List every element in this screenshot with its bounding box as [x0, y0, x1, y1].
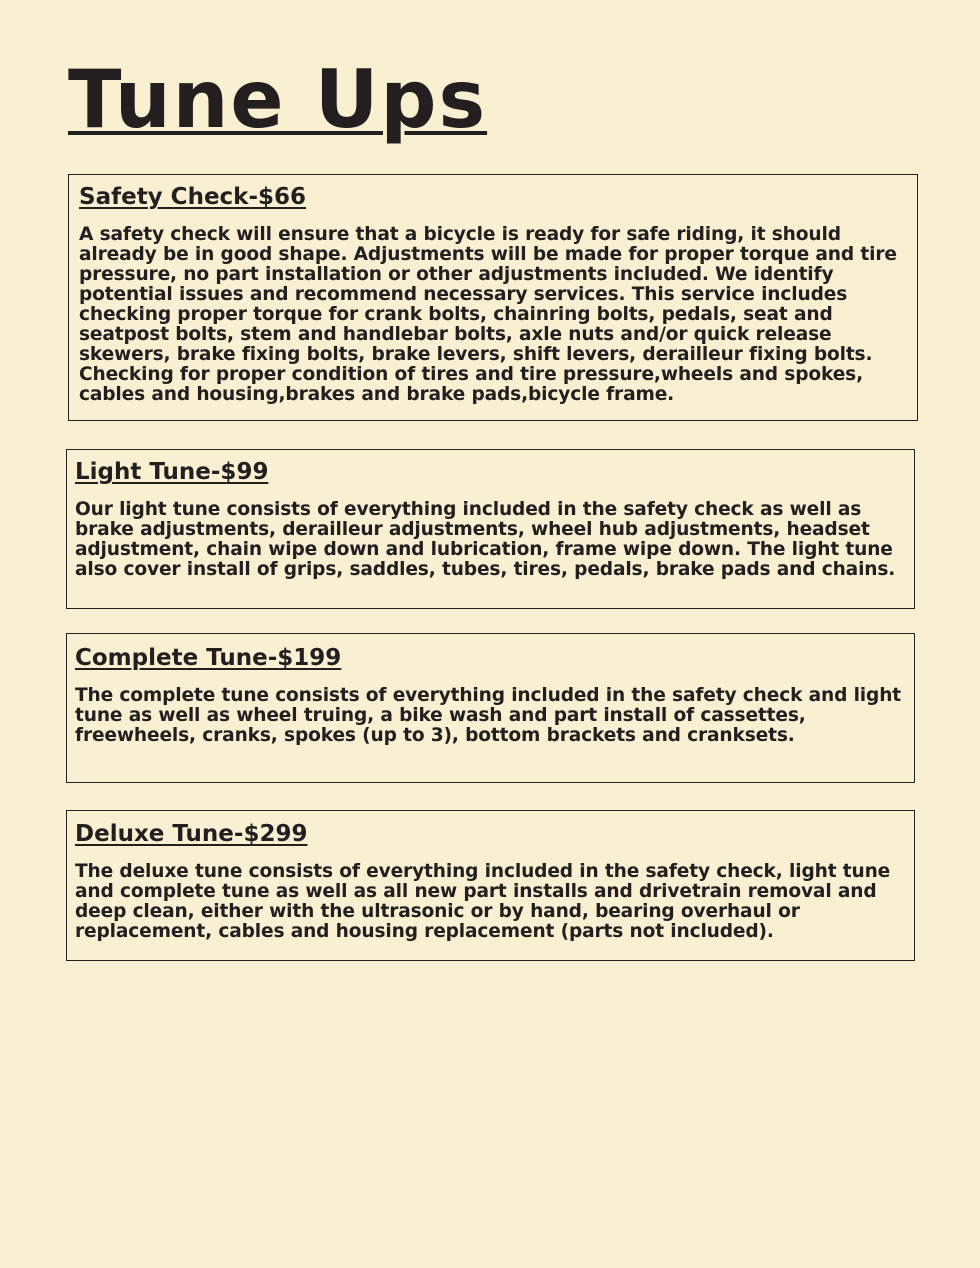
description-line: freewheels, cranks, spokes (up to 3), bottom brackets and cranksets. — [75, 725, 795, 746]
service-heading: Light Tune-$99 — [75, 459, 269, 485]
description-line: Checking for proper condition of tires and tire pressure,wheels and spokes, — [79, 364, 863, 385]
description-line: replacement, cables and housing replacement (parts not included). — [75, 921, 774, 942]
service-card-deluxe-tune — [66, 810, 915, 961]
description-line: Our light tune consists of everything included in the safety check as well as — [75, 499, 862, 520]
description-line: pressure, no part installation or other adjustments included. We identify — [79, 264, 834, 285]
description-line: tune as well as wheel truing, a bike wash and part install of cassettes, — [75, 705, 806, 726]
service-heading: Deluxe Tune-$299 — [75, 821, 308, 847]
description-line: seatpost bolts, stem and handlebar bolts, axle nuts and/or quick release — [79, 324, 832, 345]
description-line: The complete tune consists of everything included in the safety check and light — [75, 685, 902, 706]
description-line: brake adjustments, derailleur adjustments, wheel hub adjustments, headset — [75, 519, 870, 540]
service-card-complete-tune — [66, 633, 915, 783]
service-heading: Safety Check-$66 — [79, 184, 307, 210]
description-line: potential issues and recommend necessary services. This service includes — [79, 284, 848, 305]
service-description — [79, 225, 907, 405]
description-line: and complete tune as well as all new part installs and drivetrain removal and — [75, 881, 877, 902]
service-description — [75, 500, 906, 580]
description-line: A safety check will ensure that a bicycle is ready for safe riding, it should — [79, 224, 841, 245]
description-line: also cover install of grips, saddles, tubes, tires, pedals, brake pads and chains. — [75, 559, 896, 580]
description-line: checking proper torque for crank bolts, chainring bolts, pedals, seat and — [79, 304, 833, 325]
description-line: deep clean, either with the ultrasonic or by hand, bearing overhaul or — [75, 901, 800, 922]
service-description — [75, 686, 906, 746]
description-line: cables and housing,brakes and brake pads,bicycle frame. — [79, 384, 675, 405]
service-card-light-tune — [66, 449, 915, 609]
description-line: The deluxe tune consists of everything included in the safety check, light tune — [75, 861, 891, 882]
page-title: Tune Ups — [68, 53, 488, 146]
description-line: skewers, brake fixing bolts, brake levers, shift levers, derailleur fixing bolts. — [79, 344, 873, 365]
description-line: adjustment, chain wipe down and lubrication, frame wipe down. The light tune — [75, 539, 893, 560]
service-card-safety-check — [68, 174, 918, 421]
service-description — [75, 862, 906, 942]
description-line: already be in good shape. Adjustments will be made for proper torque and tire — [79, 244, 897, 265]
service-heading: Complete Tune-$199 — [75, 645, 342, 671]
